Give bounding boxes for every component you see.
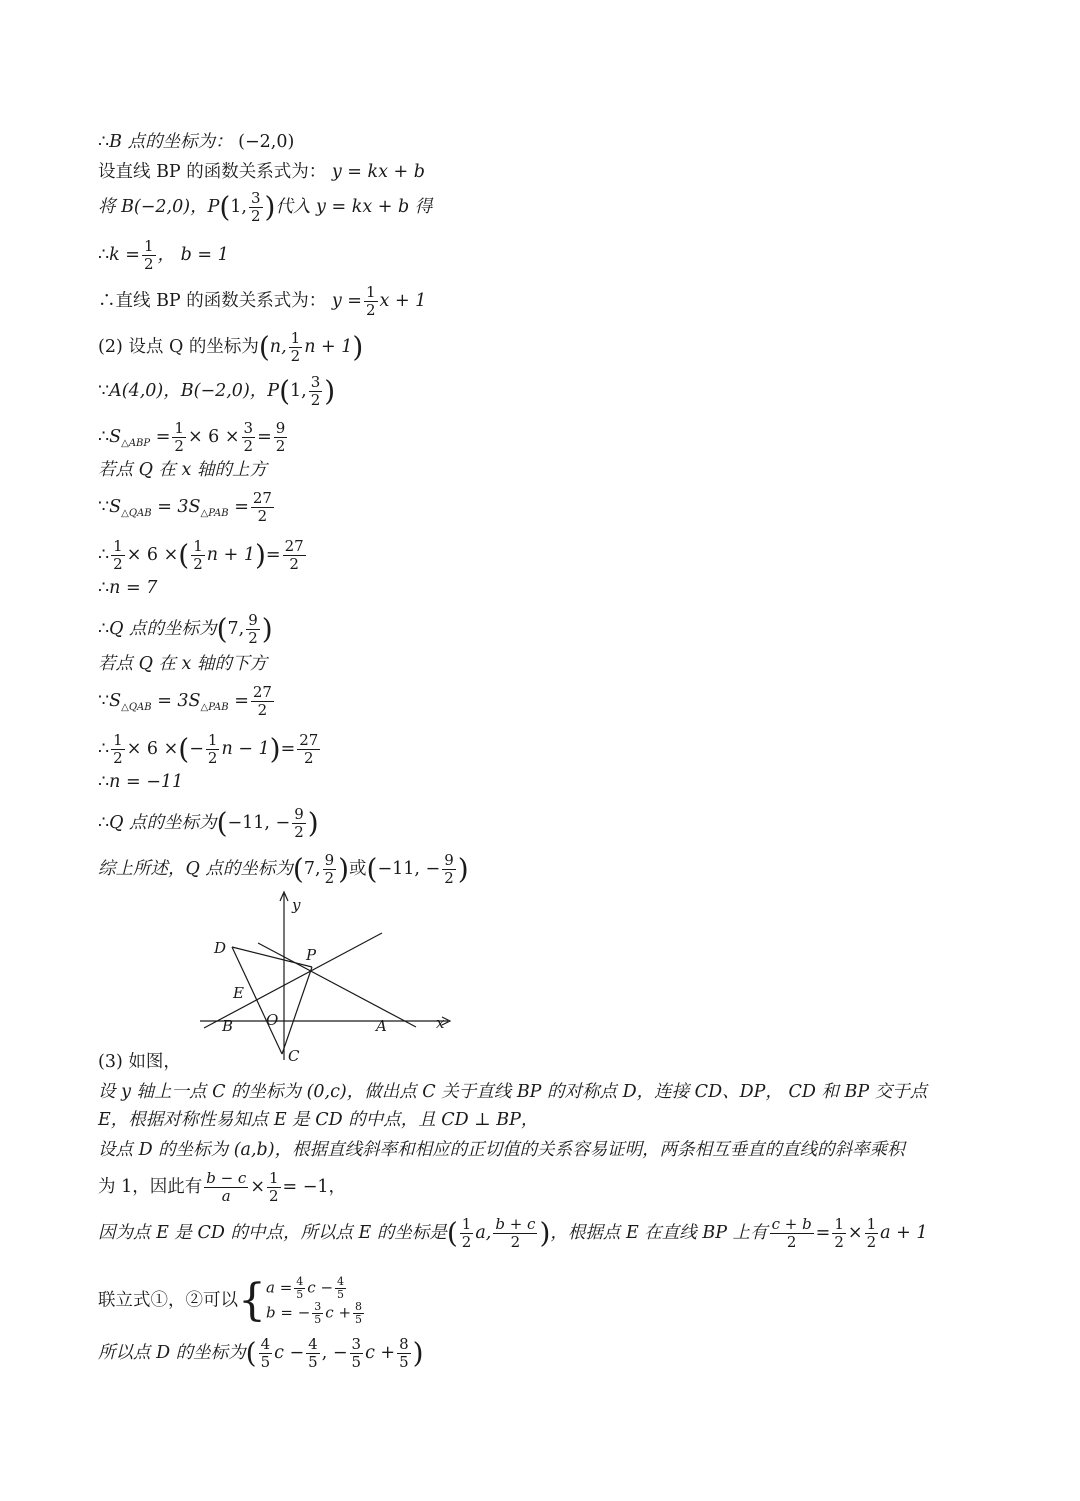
segment-pc	[282, 967, 312, 1054]
line-midpoint: E，根据对称性易知点 E 是 CD 的中点，且 CD ⊥ BP，	[98, 1110, 539, 1130]
line-points: ∵A(4,0)，B(−2,0)，P(1, $\frac{3}{2}$ )	[98, 373, 336, 409]
line-q-result-1: ∴Q 点的坐标为(7, $\frac{9}{2}$ )	[98, 611, 273, 647]
line-d-coordinate: 所以点 D 的坐标为( $\frac{4}{5}$ c − $\frac{4}{5}$ , − $\frac{3}{5}$ c + $\frac{8}{5}$ )	[98, 1335, 424, 1371]
line-bp	[204, 933, 382, 1028]
line-area-qab-1: $\because S_{\triangle QAB} = 3S_{\triangle PAB}$ = $\frac{27}{2}$	[98, 489, 272, 525]
label-d: D	[214, 939, 227, 957]
line-equation-below: ∴ $\frac{1}{2}$ × 6 ×(− $\frac{1}{2}$ n − 1)= $\frac{27}{2}$	[98, 731, 319, 767]
line-pa	[258, 943, 416, 1027]
label-y: y	[292, 896, 301, 914]
line-equation-1: 为 1，因此有 $\frac{b - c}{a}$ × $\frac{1}{2}$ = −1，	[98, 1169, 347, 1205]
label-b: B	[222, 1017, 234, 1035]
line-equation-2: 因为点 E 是 CD 的中点，所以点 E 的坐标是( $\frac{1}{2}$ a, $\frac{b + c}{2}$ )，根据点 E 在直线 BP 上有 $\frac{c + b}{2}$ = $\frac{1}{2}$ × $\frac{1}{2}$ a + 1	[98, 1215, 928, 1251]
line-q-coordinate: (2) 设点 Q 的坐标为(n, $\frac{1}{2}$ n + 1)	[98, 329, 364, 365]
label-p: P	[306, 946, 317, 964]
geometry-figure	[196, 890, 466, 1070]
label-o: O	[266, 1011, 279, 1029]
label-e: E	[233, 984, 244, 1002]
line-equation-above: ∴ $\frac{1}{2}$ × 6 ×( $\frac{1}{2}$ n + 1)= $\frac{27}{2}$	[98, 537, 304, 573]
line-area-qab-2: $\because S_{\triangle QAB} = 3S_{\triangle PAB}$ = $\frac{27}{2}$	[98, 683, 272, 719]
label-x: x	[436, 1014, 445, 1032]
line-system: 联立式①，②可以{ a = $\frac{4}{5}$ c − $\frac{4}{5}$ b = − $\frac{3}{5}$ c + $\frac{8}{5}$	[98, 1275, 363, 1326]
line-case-above: 若点 Q 在 x 轴的上方	[98, 460, 267, 480]
line-n-seven: ∴n = 7	[98, 578, 158, 598]
line-substitute: 将 B(−2,0)，P(1, $\frac{3}{2}$ )代入 y = kx + b 得	[98, 189, 433, 225]
line-bp-function: ∴直线 BP 的函数关系式为： y = $\frac{1}{2}$ x + 1	[98, 283, 427, 319]
line-b-coordinate: ∴B 点的坐标为： (−2,0)	[98, 132, 295, 152]
line-q-result-2: ∴Q 点的坐标为(−11, − $\frac{9}{2}$ )	[98, 805, 319, 841]
line-bp-form: 设直线 BP 的函数关系式为： y = kx + b	[98, 162, 425, 182]
label-c: C	[288, 1047, 300, 1065]
line-summary: 综上所述，Q 点的坐标为(7, $\frac{9}{2}$ )或(−11, − $\frac{9}{2}$ )	[98, 851, 469, 887]
line-n-neg-eleven: ∴n = −11	[98, 772, 184, 792]
line-k-b-values: ∴k = $\frac{1}{2}$ ， b = 1	[98, 237, 229, 273]
line-construction: 设 y 轴上一点 C 的坐标为 (0,c)，做出点 C 关于直线 BP 的对称点 D，连接 CD、DP， CD 和 BP 交于点	[98, 1082, 928, 1102]
line-part-3: (3) 如图，	[98, 1052, 181, 1072]
line-case-below: 若点 Q 在 x 轴的下方	[98, 654, 267, 674]
label-a: A	[376, 1017, 387, 1035]
line-area-abp: $\therefore S_{\triangle ABP}$ = $\frac{1}{2}$ × 6 × $\frac{3}{2}$ = $\frac{9}{2}$	[98, 419, 286, 455]
line-slope-relation: 设点 D 的坐标为 (a,b)，根据直线斜率和相应的正切值的关系容易证明，两条相互垂直的直线的斜率乘积	[98, 1140, 905, 1160]
